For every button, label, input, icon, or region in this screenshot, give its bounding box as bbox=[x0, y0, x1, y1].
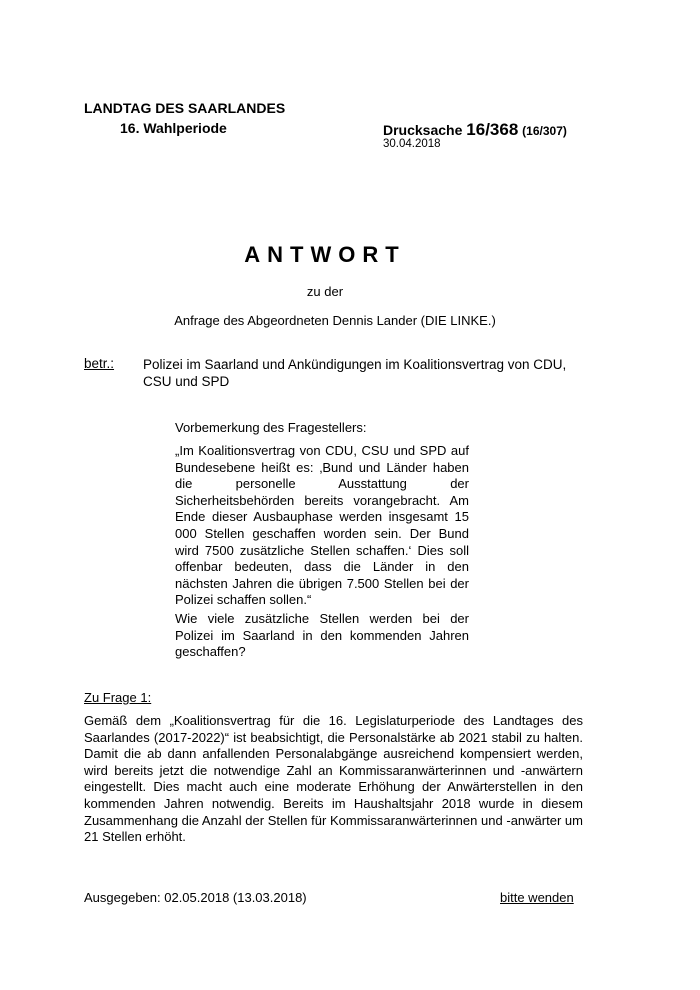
document-number: 16/368 bbox=[466, 120, 519, 139]
answer-heading: Zu Frage 1: bbox=[84, 690, 152, 705]
title-connector: zu der bbox=[306, 284, 344, 299]
preliminary-remark-heading: Vorbemerkung des Fragestellers: bbox=[175, 420, 367, 435]
document-title: ANTWORT bbox=[244, 242, 406, 267]
parliament-name: LANDTAG DES SAARLANDES bbox=[84, 100, 286, 116]
document-reference: (16/307) bbox=[522, 124, 567, 138]
document-number-label: Drucksache bbox=[383, 122, 463, 138]
document-date: 30.04.2018 bbox=[383, 138, 441, 150]
preliminary-remark-text: „Im Koalitionsvertrag von CDU, CSU und SPD auf Bundesebene heißt es: ‚Bund und Länder haben die personelle Ausstattung der Sicherheitsbehörden bereits vorangebracht. Am Ende dieser Ausbauphase werden insgesamt 15 000 Stellen geschaffen worden sein. Der Bund wird 7500 zusätzliche Stellen schaffen.‘ Dies soll offenbar bedeuten, dass die Länder in den nächsten Jahren die übrigen 7.500 Stellen bei der Polizei schaffen sollen.“ bbox=[175, 443, 469, 608]
answer-text: Gemäß dem „Koalitionsvertrag für die 16. Legislaturperiode des Landtages des Saarlandes (2017-2022)“ ist beabsichtigt, die Personalstärke ab 2021 stabil zu halten. Damit die ab dann anfallenden Personalabgänge ausreichend kompensiert werden, wird bereits jetzt die notwendige Zahl an Kommissaranwärterinnen und -anwärtern eingestellt. Dies macht auch eine moderate Erhöhung der Anwärterstellen in den kommenden Jahren notwendig. Bereits im Haushaltsjahr 2018 wurde in diesem Zusammenhang die Anzahl der Stellen für Kommissaranwärterinnen und -anwärter um 21 Stellen erhöht. bbox=[84, 713, 583, 845]
subject-text: Polizei im Saarland und Ankündigungen im Koalitionsvertrag von CDU, CSU und SPD bbox=[143, 357, 567, 389]
inquiry-line: Anfrage des Abgeordneten Dennis Lander (DIE LINKE.) bbox=[174, 313, 496, 328]
question-text: Wie viele zusätzliche Stellen werden bei der Polizei im Saarland in den kommenden Jahren geschaffen? bbox=[175, 611, 469, 660]
document-number-block bbox=[383, 120, 567, 140]
please-turn-over: bitte wenden bbox=[500, 890, 574, 905]
subject-label: betr.: bbox=[84, 356, 115, 371]
legislative-period: 16. Wahlperiode bbox=[120, 120, 227, 136]
issued-date: Ausgegeben: 02.05.2018 (13.03.2018) bbox=[84, 890, 307, 905]
